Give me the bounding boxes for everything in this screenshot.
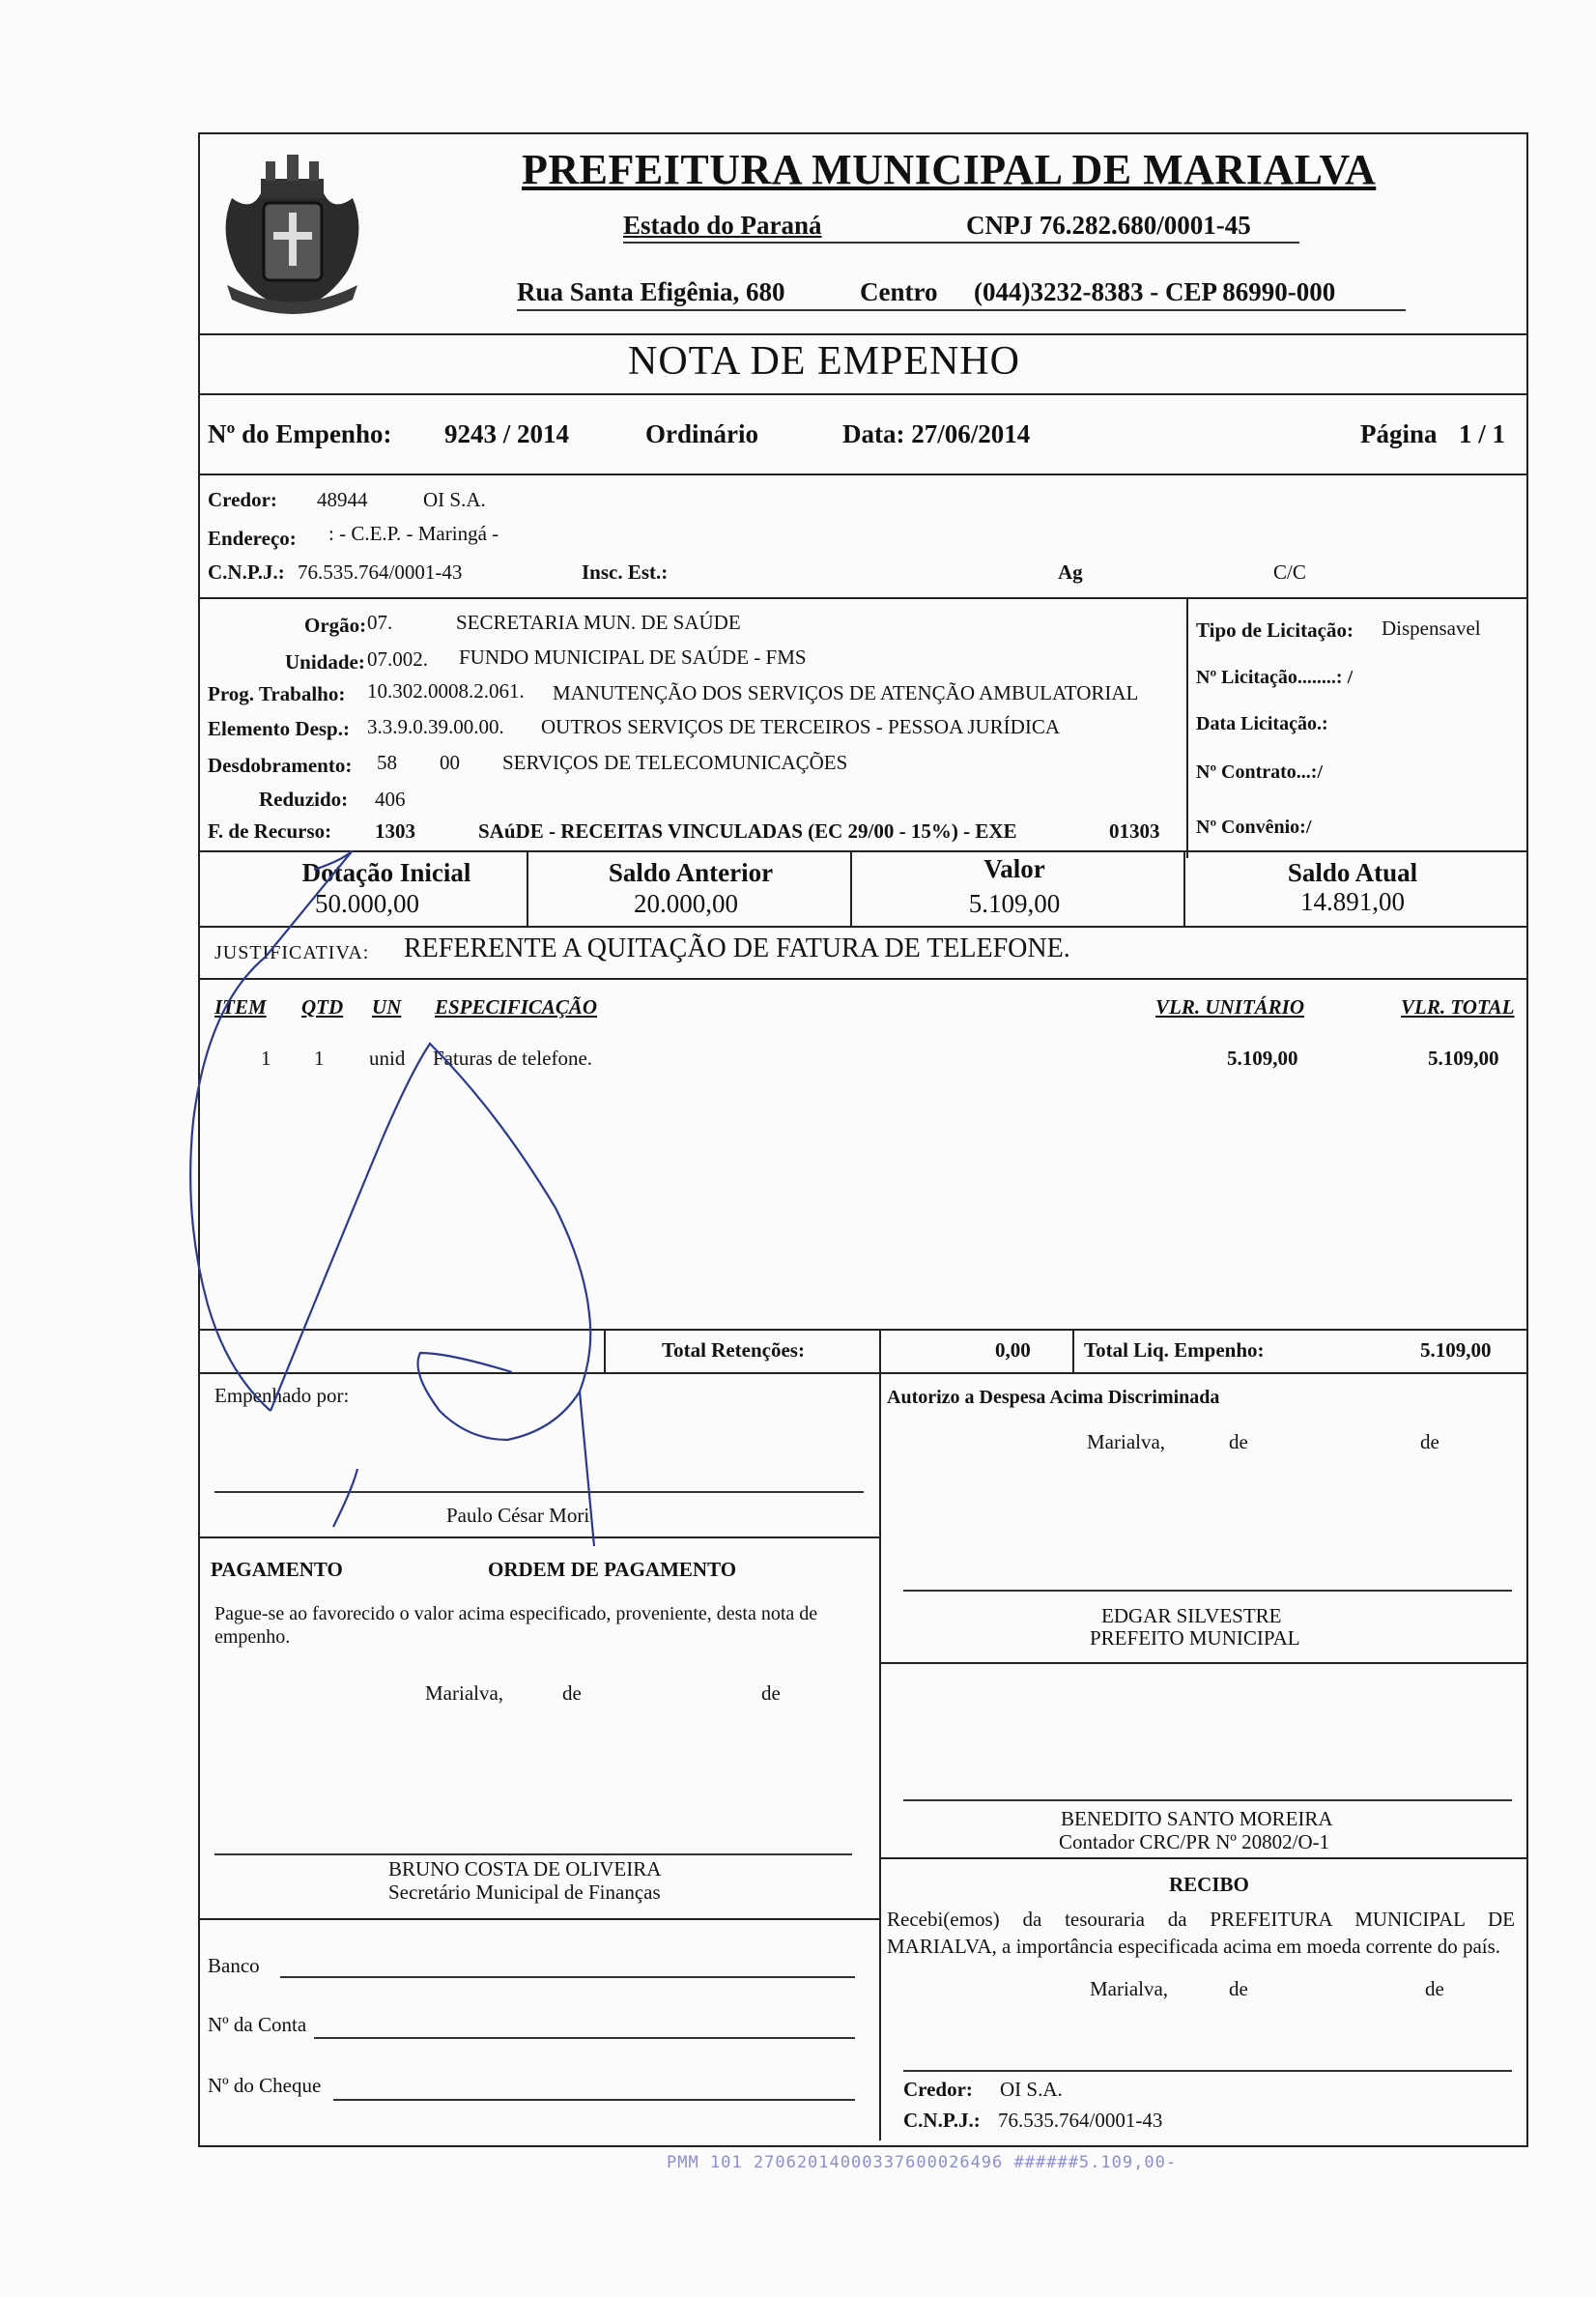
mayor-title: PREFEITO MUNICIPAL (1090, 1626, 1300, 1650)
totals-sep-2 (879, 1329, 881, 1372)
col-qty: QTD (301, 995, 344, 1019)
current-balance: 14.891,00 (1300, 887, 1405, 916)
previous-balance: 20.000,00 (634, 889, 738, 918)
accountant-divider (879, 1857, 1526, 1859)
org-phone-cep: (044)3232-8383 - CEP 86990-000 (974, 277, 1336, 306)
mayor-signature-line (903, 1590, 1512, 1592)
org-cnpj: CNPJ 76.282.680/0001-45 (966, 211, 1251, 240)
justification-label: JUSTIFICATIVA: (214, 942, 370, 963)
secretary-signature-line (214, 1853, 852, 1855)
place-2: Marialva, (425, 1681, 504, 1705)
check-line (333, 2099, 855, 2101)
contract-number: Nº Contrato...:/ (1196, 761, 1324, 783)
row-spec: Faturas de telefone. (433, 1047, 593, 1070)
col-unit-price: VLR. UNITÁRIO (1155, 995, 1305, 1019)
committed-by-name: Paulo César Mori (446, 1504, 590, 1527)
creditor-code: 48944 (317, 488, 368, 511)
bidding-number: Nº Licitação........: / (1196, 667, 1354, 688)
orgao-label: Orgão: (304, 614, 367, 637)
current-balance-label: Saldo Atual (1287, 858, 1418, 887)
licitacao-separator (1186, 597, 1188, 858)
col-unit: UN (372, 995, 402, 1019)
row-qty-val: 1 (314, 1047, 325, 1070)
row-unit: unid (369, 1047, 406, 1070)
place-1: Marialva, (1087, 1430, 1166, 1453)
secretary-divider (198, 1918, 880, 1920)
accountant-signature-line (903, 1799, 1512, 1801)
reduced-label: Reduzido: (259, 788, 349, 811)
orgao-name: SECRETARIA MUN. DE SAÚDE (456, 611, 741, 634)
receipt-label: RECIBO (1169, 1873, 1249, 1896)
program-label: Prog. Trabalho: (208, 682, 346, 705)
org-address: Rua Santa Efigênia, 680 (517, 277, 785, 306)
previous-balance-label: Saldo Anterior (608, 858, 774, 887)
saldo-sep-2 (850, 850, 852, 928)
coat-of-arms-logo (208, 140, 377, 324)
de-3b: de (1425, 1977, 1444, 2000)
authorize-text: Autorizo a Despesa Acima Discriminada (887, 1387, 1220, 1408)
initial-allocation: 50.000,00 (315, 889, 419, 918)
empenho-number-label: Nº do Empenho: (208, 419, 392, 448)
bidding-type-label: Tipo de Licitação: (1196, 618, 1354, 642)
unidade-name: FUNDO MUNICIPAL DE SAÚDE - FMS (459, 646, 807, 669)
signature-separator (879, 1372, 881, 2140)
account-label: C/C (1273, 560, 1306, 584)
resource-code: 1303 (375, 819, 415, 843)
cnpj-label: C.N.P.J.: (208, 560, 285, 584)
mayor-name: EDGAR SILVESTRE (1101, 1604, 1282, 1627)
de-2b: de (761, 1681, 781, 1705)
account-line (314, 2037, 855, 2039)
accountant-name: BENEDITO SANTO MOREIRA (1061, 1807, 1333, 1830)
secretary-title: Secretário Municipal de Finanças (388, 1881, 661, 1904)
bank-label: Banco (208, 1954, 260, 1977)
creditor-divider (198, 597, 1526, 599)
reduced-code: 406 (375, 788, 406, 811)
net-total-label: Total Liq. Empenho: (1084, 1338, 1265, 1362)
footer-code: PMM 101 27062014000337600026496 ######5.109,00- (667, 2153, 1178, 2172)
resource-name: SAúDE - RECEITAS VINCULADAS (EC 29/00 - 15%) - EXE (478, 819, 1017, 843)
unidade-code: 07.002. (367, 647, 428, 671)
resource-number: 01303 (1109, 819, 1160, 843)
empenho-type: Ordinário (645, 419, 759, 448)
resource-label: F. de Recurso: (208, 819, 332, 843)
unidade-label: Unidade: (285, 650, 365, 674)
unfolding-code-a: 58 (377, 751, 397, 774)
mayor-divider (879, 1662, 1526, 1664)
payment-order-text: Pague-se ao favorecido o valor acima especificado, proveniente, desta nota de empenho. (214, 1603, 818, 1648)
row-total: 5.109,00 (1428, 1047, 1499, 1070)
value-label: Valor (983, 854, 1045, 883)
payment-label: PAGAMENTO (211, 1558, 343, 1581)
program-code: 10.302.0008.2.061. (367, 679, 525, 703)
saldo-sep-3 (1183, 850, 1185, 928)
receipt-cnpj-label: C.N.P.J.: (903, 2109, 981, 2132)
empenho-divider (198, 474, 1526, 475)
de-1b: de (1420, 1430, 1439, 1453)
col-total: VLR. TOTAL (1401, 995, 1515, 1019)
empenho-date: Data: 27/06/2014 (842, 419, 1031, 448)
element-label: Elemento Desp.: (208, 717, 350, 740)
state-name: Estado do Paraná (623, 211, 822, 240)
header-divider (198, 333, 1526, 335)
title-divider (198, 393, 1526, 395)
receipt-cnpj: 76.535.764/0001-43 (998, 2109, 1163, 2132)
org-district: Centro (860, 277, 938, 306)
de-2a: de (562, 1681, 582, 1705)
bidding-type: Dispensavel (1382, 617, 1481, 640)
bidding-date: Data Licitação.: (1196, 713, 1328, 734)
orgao-code: 07. (367, 611, 393, 634)
element-code: 3.3.9.0.39.00.00. (367, 715, 504, 738)
row-item: 1 (261, 1047, 271, 1070)
col-item: ITEM (214, 995, 267, 1019)
net-total: 5.109,00 (1420, 1338, 1492, 1362)
agency-label: Ag (1058, 560, 1083, 584)
receipt-creditor: OI S.A. (1000, 2078, 1063, 2101)
committed-by-label: Empenhado por: (214, 1384, 350, 1407)
value: 5.109,00 (968, 889, 1061, 918)
receipt-signature-line (903, 2070, 1512, 2072)
page-number: 1 / 1 (1459, 419, 1506, 448)
handwritten-signature (188, 850, 633, 1546)
element-name: OUTROS SERVIÇOS DE TERCEIROS - PESSOA JURÍDICA (541, 715, 1061, 738)
totals-sep-3 (1072, 1329, 1074, 1372)
unfolding-label: Desdobramento: (208, 754, 353, 777)
place-3: Marialva, (1090, 1977, 1169, 2000)
account-number-label: Nº da Conta (208, 2013, 307, 2036)
de-1a: de (1229, 1430, 1248, 1453)
secretary-name: BRUNO COSTA DE OLIVEIRA (388, 1857, 662, 1881)
address-underline (517, 309, 1406, 311)
accountant-title: Contador CRC/PR Nº 20802/O-1 (1059, 1830, 1330, 1853)
creditor-cnpj: 76.535.764/0001-43 (298, 560, 463, 584)
document-title: NOTA DE EMPENHO (628, 339, 1020, 384)
unfolding-name: SERVIÇOS DE TELECOMUNICAÇÕES (502, 751, 848, 774)
receipt-creditor-label: Credor: (903, 2078, 973, 2101)
empenho-number: 9243 / 2014 (444, 419, 570, 448)
unfolding-code-b: 00 (440, 751, 460, 774)
payment-order-label: ORDEM DE PAGAMENTO (488, 1558, 737, 1581)
justification-text: REFERENTE A QUITAÇÃO DE FATURA DE TELEFONE. (404, 933, 1070, 963)
retentions-label: Total Retenções: (662, 1338, 805, 1362)
org-name: PREFEITURA MUNICIPAL DE MARIALVA (522, 146, 1377, 193)
check-number-label: Nº do Cheque (208, 2074, 322, 2097)
row-unit-price: 5.109,00 (1227, 1047, 1298, 1070)
address-label: Endereço: (208, 527, 297, 550)
agreement-number: Nº Convênio:/ (1196, 817, 1312, 838)
page-label: Página (1360, 419, 1438, 448)
initial-allocation-label: Dotação Inicial (301, 858, 471, 887)
state-cnpj-underline (623, 242, 1299, 244)
bank-line (280, 1976, 855, 1978)
receipt-text: Recebi(emos) da tesouraria da PREFEITURA MUNICIPAL DE MARIALVA, a importância especificada acima em moeda corrente do país. (887, 1908, 1515, 1958)
creditor-name: OI S.A. (423, 488, 486, 511)
program-name: MANUTENÇÃO DOS SERVIÇOS DE ATENÇÃO AMBULATORIAL (553, 681, 1139, 704)
col-spec: ESPECIFICAÇÃO (435, 995, 598, 1019)
creditor-label: Credor: (208, 488, 277, 511)
state-registration-label: Insc. Est.: (582, 560, 669, 584)
retentions: 0,00 (995, 1338, 1031, 1362)
de-3a: de (1229, 1977, 1248, 2000)
creditor-address: : - C.E.P. - Maringá - (328, 522, 499, 545)
